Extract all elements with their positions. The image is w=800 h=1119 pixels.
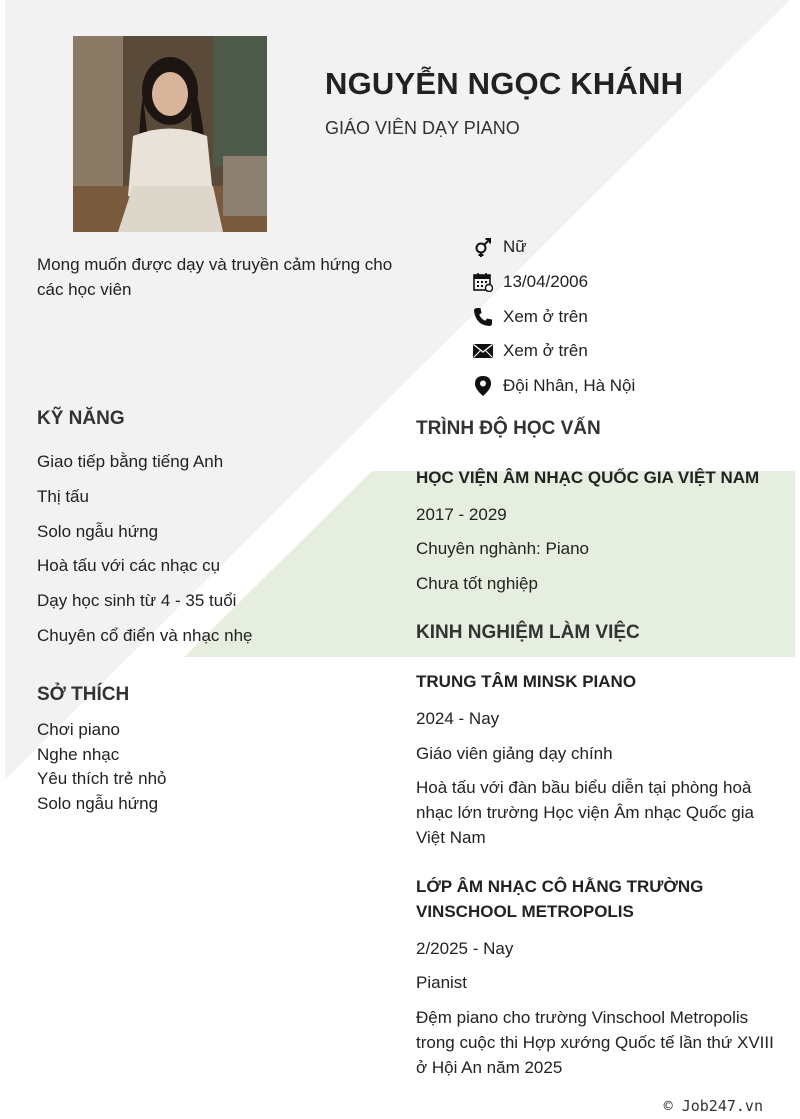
contact-email bbox=[472, 334, 792, 369]
address-value: Đội Nhân, Hà Nội bbox=[503, 376, 636, 396]
job-description: Hoà tấu với đàn bầu biểu diễn tại phòng hoà nhạc lớn trường Học viện Âm nhạc Quốc gia Việt Nam bbox=[416, 778, 754, 847]
education-status: Chưa tốt nghiệp bbox=[416, 574, 538, 593]
hobbies-list bbox=[37, 718, 387, 816]
email-value: Xem ở trên bbox=[503, 341, 588, 361]
job-role: Pianist bbox=[416, 973, 468, 992]
dob-value: 13/04/2006 bbox=[503, 272, 589, 292]
skill-item: Hoà tấu với các nhạc cụ bbox=[37, 556, 221, 576]
phone-icon bbox=[472, 306, 494, 328]
hobby-item: Yêu thích trẻ nhỏ bbox=[37, 769, 167, 789]
skill-item: Solo ngẫu hứng bbox=[37, 521, 159, 541]
email-icon bbox=[472, 340, 494, 362]
candidate-job-title: GIÁO VIÊN DẠY PIANO bbox=[325, 118, 520, 138]
contact-address bbox=[472, 369, 792, 404]
gender-icon bbox=[472, 236, 494, 258]
phone-value: Xem ở trên bbox=[503, 306, 588, 326]
education-heading: TRÌNH ĐỘ HỌC VẤN bbox=[416, 418, 601, 439]
job-period: 2024 - Nay bbox=[416, 709, 500, 728]
skills-list bbox=[37, 447, 387, 656]
skill-item: Chuyên cổ điển và nhạc nhẹ bbox=[37, 625, 253, 645]
hobby-item: Solo ngẫu hứng bbox=[37, 793, 159, 813]
location-icon bbox=[472, 375, 494, 397]
job-description: Đệm piano cho trường Vinschool Metropolis trong cuộc thi Hợp xướng Quốc tế lần thứ XVIII ở Hội An năm 2025 bbox=[416, 1008, 774, 1077]
hobbies-heading: SỞ THÍCH bbox=[37, 684, 130, 705]
education-school: HỌC VIỆN ÂM NHẠC QUỐC GIA VIỆT NAM bbox=[416, 468, 760, 487]
skill-item: Dạy học sinh từ 4 - 35 tuổi bbox=[37, 591, 237, 611]
job-role: Giáo viên giảng dạy chính bbox=[416, 744, 613, 763]
contact-phone bbox=[472, 299, 792, 334]
education-major: Chuyên nghành: Piano bbox=[416, 539, 589, 558]
job-period: 2/2025 - Nay bbox=[416, 939, 514, 958]
job-company: LỚP ÂM NHẠC CÔ HẰNG TRƯỜNG VINSCHOOL METROPOLIS bbox=[416, 877, 704, 921]
job-company: TRUNG TÂM MINSK PIANO bbox=[416, 672, 637, 691]
candidate-name: NGUYỄN NGỌC KHÁNH bbox=[325, 66, 684, 101]
calendar-icon bbox=[472, 271, 494, 293]
skill-item: Thị tấu bbox=[37, 486, 89, 506]
contact-gender bbox=[472, 230, 792, 265]
education-period: 2017 - 2029 bbox=[416, 505, 507, 524]
gender-value: Nữ bbox=[503, 237, 527, 257]
career-objective: Mong muốn được dạy và truyền cảm hứng cho các học viên bbox=[37, 255, 393, 299]
hobby-item: Nghe nhạc bbox=[37, 744, 120, 764]
skills-heading: KỸ NĂNG bbox=[37, 408, 125, 429]
contact-info bbox=[472, 230, 792, 403]
hobby-item: Chơi piano bbox=[37, 720, 120, 739]
skill-item: Giao tiếp bằng tiếng Anh bbox=[37, 452, 224, 471]
experience-heading: KINH NGHIỆM LÀM VIỆC bbox=[416, 622, 640, 643]
contact-dob bbox=[472, 265, 792, 300]
footer-watermark: © Job247.vn bbox=[663, 1097, 763, 1115]
profile-photo bbox=[73, 36, 267, 232]
